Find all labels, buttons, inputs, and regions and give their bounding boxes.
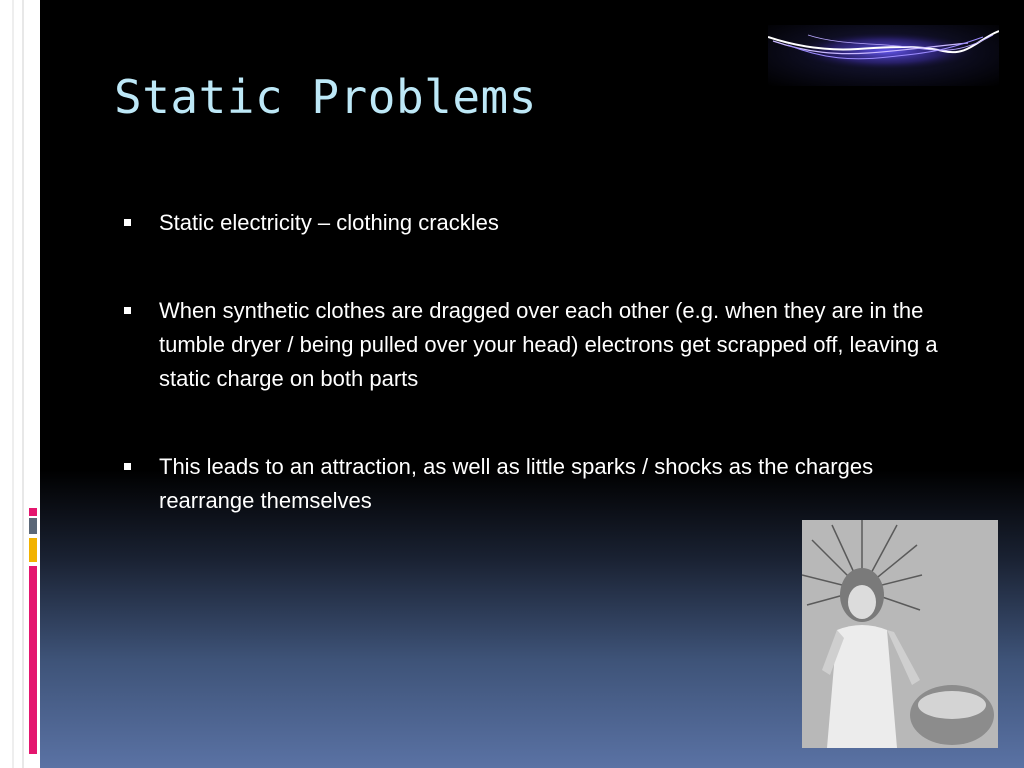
strip-line [22,0,24,768]
bullet-text: When synthetic clothes are dragged over each other (e.g. when they are in the tumble dryer / being pulled over your head) electrons get scrapped off, leaving a static charge on both parts [159,298,938,391]
accent-bar-yellow [29,538,37,562]
accent-bar-gray [29,518,37,534]
bullet-list [120,206,970,518]
bullet-text: This leads to an attraction, as well as little sparks / shocks as the charges rearrange themselves [159,454,874,513]
bullet-square-icon [124,463,131,470]
accent-bar-pink [29,508,37,516]
accent-bar-pink-long [29,566,37,754]
slide-title: Static Problems [114,70,537,124]
girl-static-hair-image [802,520,998,748]
electric-spark-image [768,25,999,86]
bullet-item [120,450,970,518]
bullet-item [120,206,970,240]
bullet-square-icon [124,219,131,226]
spark-icon [768,25,999,86]
photo-illustration-icon [802,520,998,748]
strip-line [12,0,14,768]
bullet-square-icon [124,307,131,314]
bullet-text: Static electricity – clothing crackles [159,210,499,235]
bullet-item [120,294,970,396]
